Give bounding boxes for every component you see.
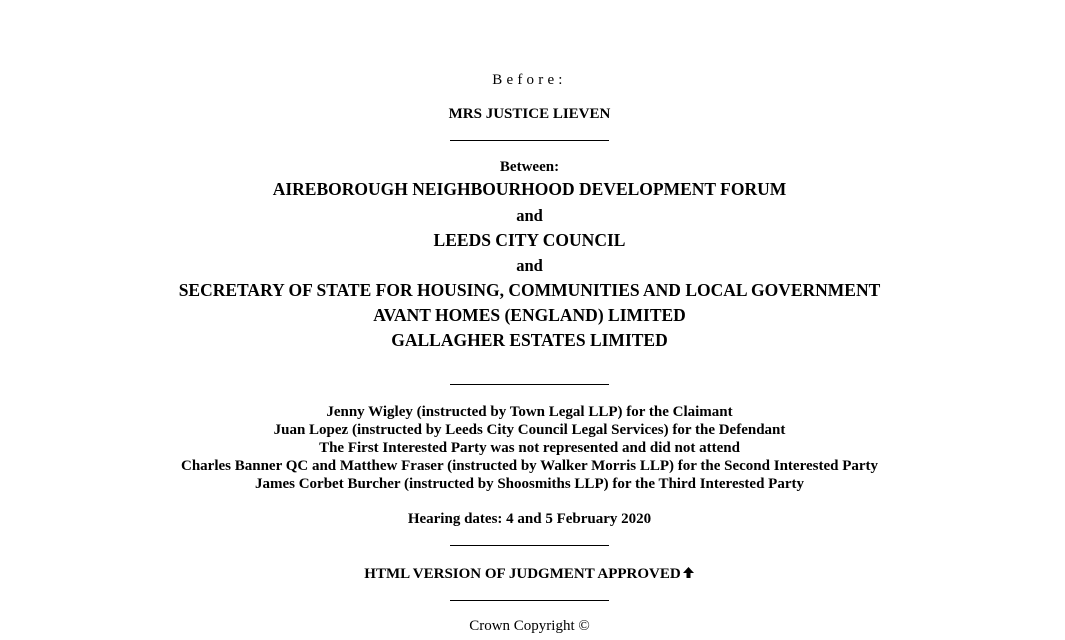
- between-label: Between:: [499, 159, 560, 175]
- defendant-name: LEEDS CITY COUNCIL: [433, 230, 626, 250]
- divider: [450, 384, 609, 385]
- approved-heading: [0, 566, 1059, 584]
- interested-party: AVANT HOMES (ENGLAND) LIMITED: [373, 305, 686, 325]
- divider: [450, 140, 609, 141]
- counsel-line: Charles Banner QC and Matthew Fraser (instructed by Walker Morris LLP) for the Second Interested Party: [180, 458, 879, 474]
- approved-text: HTML VERSION OF JUDGMENT APPROVED: [364, 566, 681, 582]
- counsel-line: James Corbet Burcher (instructed by Shoosmiths LLP) for the Third Interested Party: [254, 476, 804, 492]
- up-arrow-icon[interactable]: [682, 566, 695, 584]
- and-separator: and: [516, 206, 543, 225]
- and-separator: and: [516, 256, 543, 275]
- copyright-notice: Crown Copyright ©: [469, 618, 590, 634]
- counsel-line: Juan Lopez (instructed by Leeds City Council Legal Services) for the Defendant: [273, 422, 786, 438]
- divider: [450, 545, 609, 546]
- interested-party: GALLAGHER ESTATES LIMITED: [391, 330, 668, 350]
- claimant-name: AIREBOROUGH NEIGHBOURHOOD DEVELOPMENT FORUM: [272, 179, 787, 199]
- divider: [450, 600, 609, 601]
- hearing-dates: Hearing dates: 4 and 5 February 2020: [407, 511, 652, 527]
- interested-party: SECRETARY OF STATE FOR HOUSING, COMMUNITIES AND LOCAL GOVERNMENT: [178, 280, 881, 300]
- before-label: Before:: [492, 72, 567, 88]
- counsel-line: Jenny Wigley (instructed by Town Legal LLP) for the Claimant: [326, 404, 733, 420]
- counsel-line: The First Interested Party was not represented and did not attend: [319, 440, 740, 456]
- judge-name: MRS JUSTICE LIEVEN: [448, 106, 611, 122]
